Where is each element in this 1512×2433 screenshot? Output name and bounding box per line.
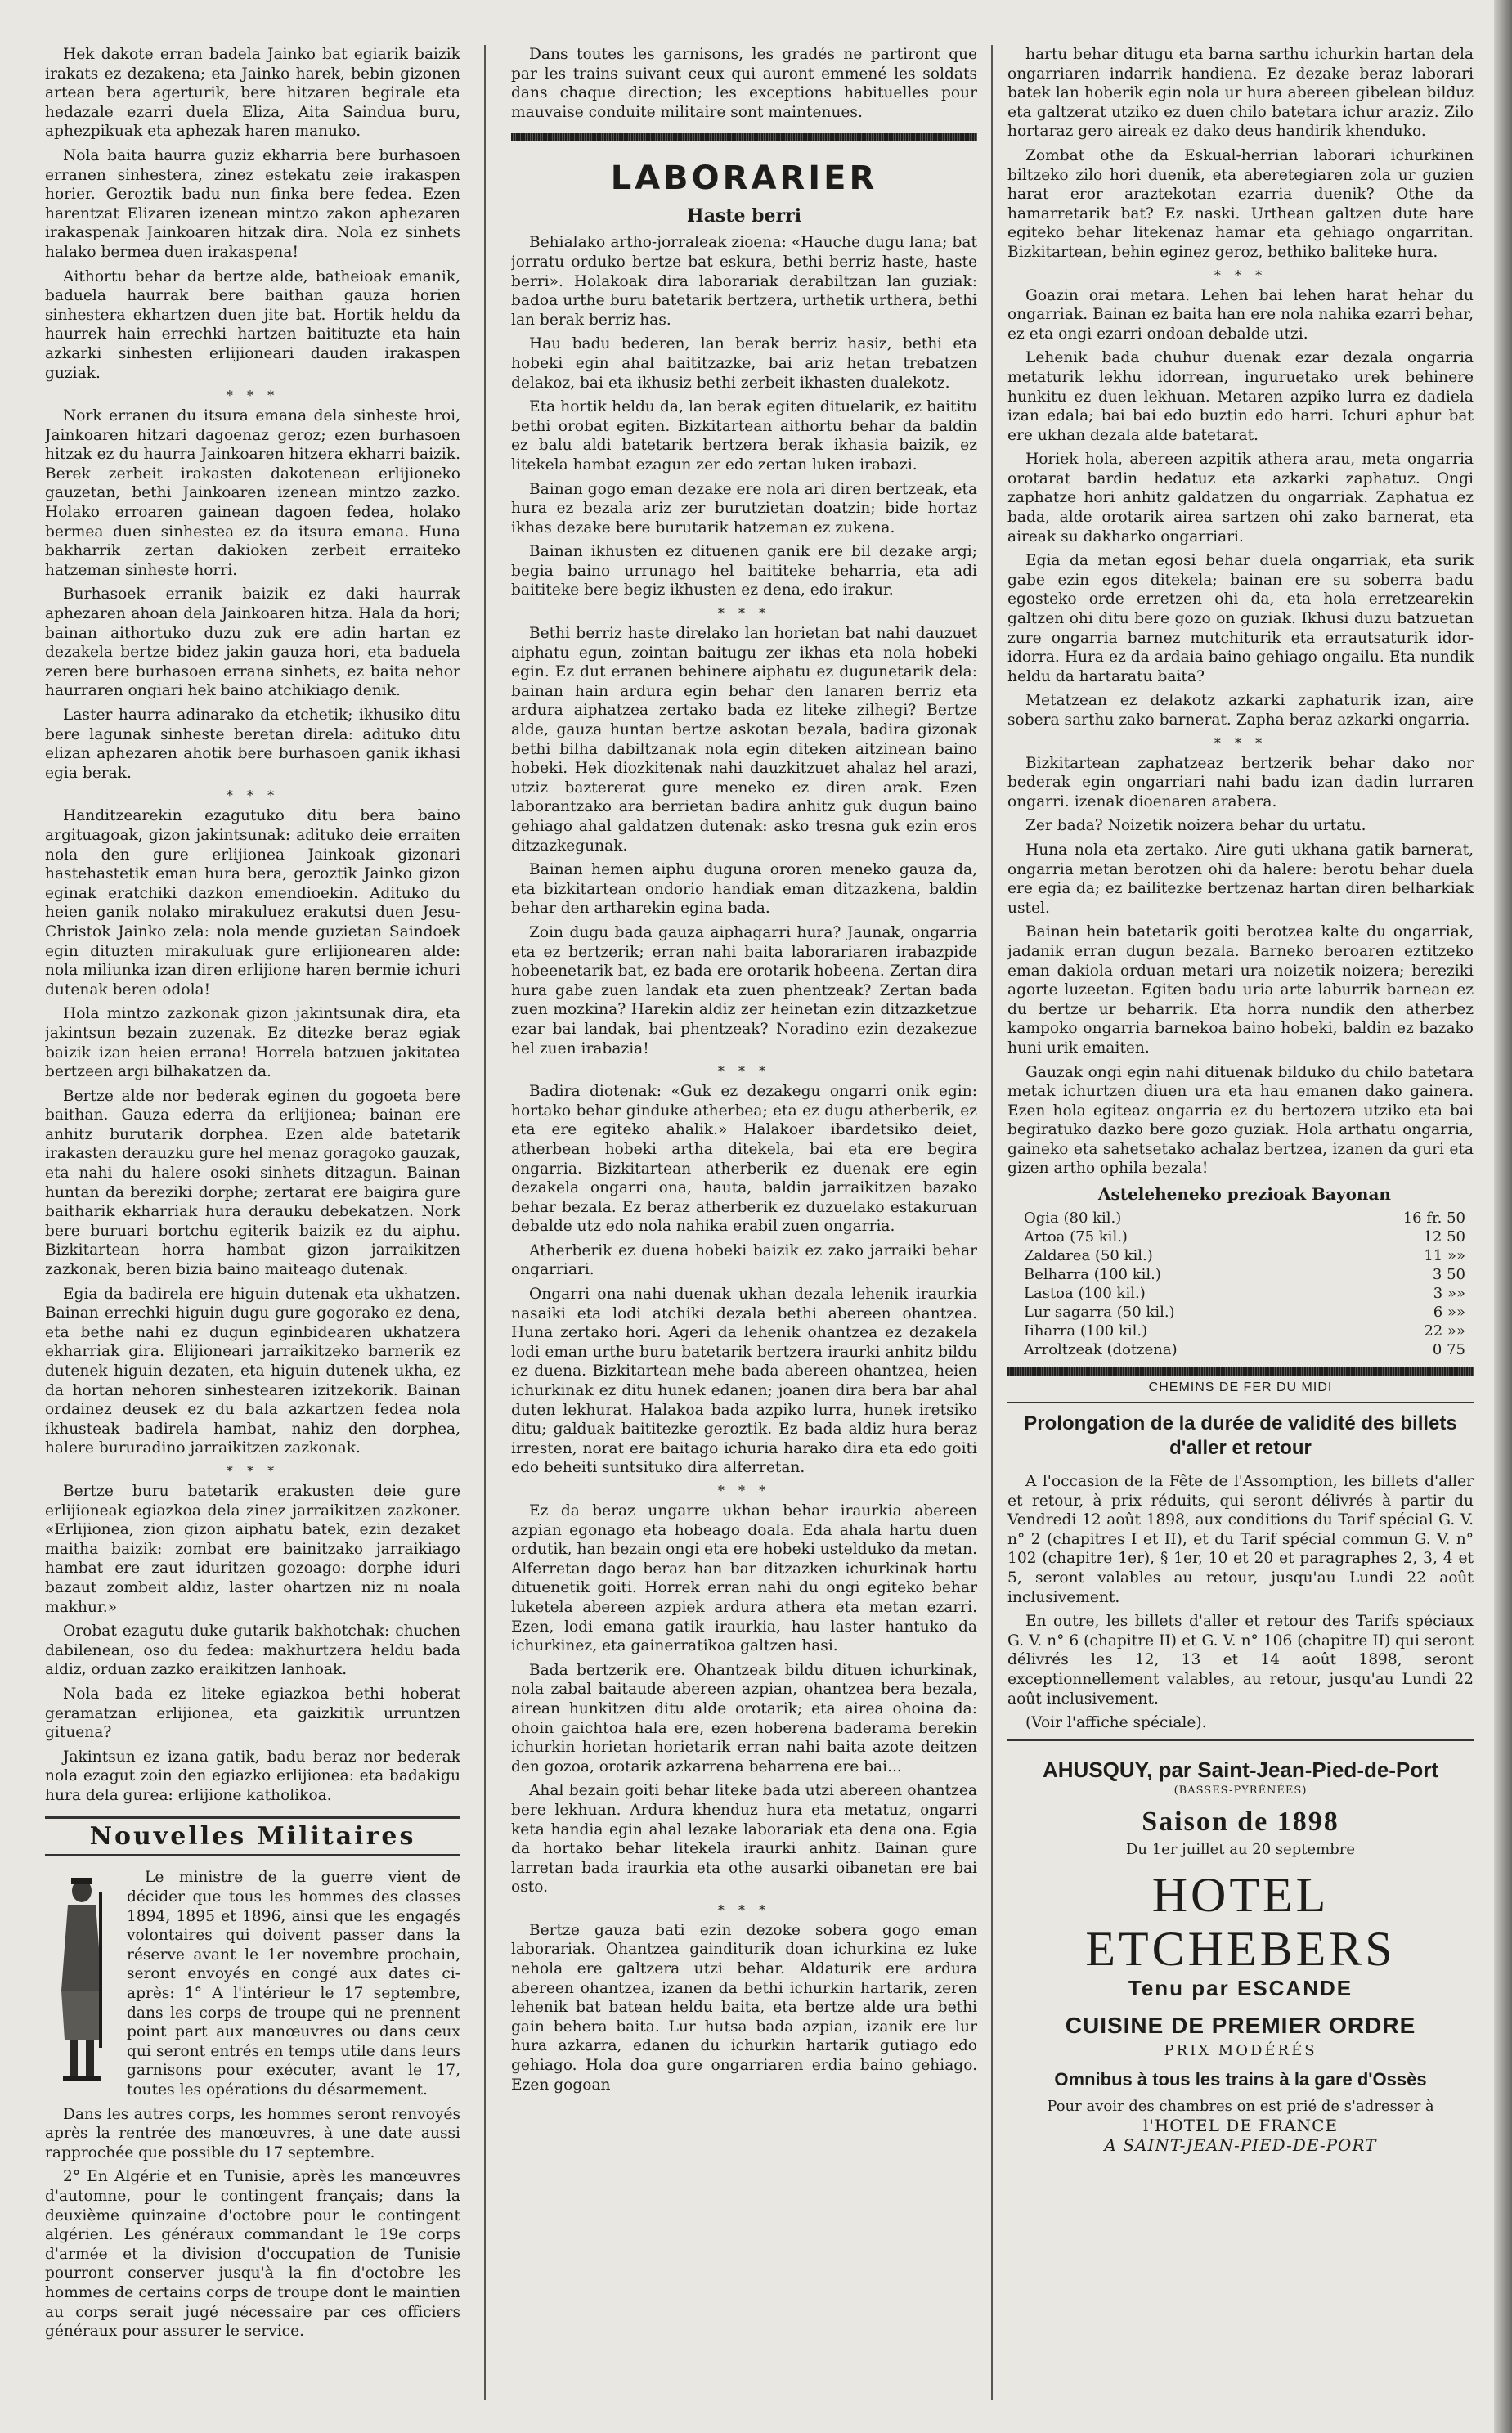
price-value: 0 75 — [1432, 1341, 1465, 1359]
paragraph: Zoin dugu bada gauza aiphagarri hura? Jaunak, ongarria eta ez bertzerik; erran nahi baita laborariaren irabazpide hobeenetarik bat, ez bada ere orotarik hobeena. Zertan dira hura gabe zuen landak eta zuen phentzeak? Zertan bada zuen mozkina? Harekin aldiz zer heinetan ezin ditzazketzue ezar bai landak, bai phentzeak? Noradino ezin dezakezue hel zuen irabazia! — [511, 923, 977, 1057]
divider — [1007, 1739, 1474, 1741]
price-row — [1024, 1228, 1465, 1246]
paragraph: En outre, les billets d'aller et retour des Tarifs spéciaux G. V. n° 6 (chapitre II) et G. V. n° 106 (chapitre II) qui seront délivrés les 12, 13 et 14 août 1898, seront exceptionnellement valables, au retour, jusqu'au Lundi 22 août inclusivement. — [1007, 1613, 1474, 1708]
paragraph: Bainan hemen aiphu duguna ororen meneko gauza da, eta bizkitartean ondorio handiak eman ditzazkena, baldin behar den artharekin egina bada. — [511, 861, 977, 918]
ad-department: (BASSES-PYRÉNÉES) — [1173, 1784, 1308, 1797]
paragraph: Zombat othe da Eskual-herrian laborari ichurkinen biltzeko zilo hori duenik, eta aberetegiaren zola ur guzien harat eror araztekotan ezarria duenik? Othe da hamarretarik bat? Ez naski. Urthean galtzen dute hare egiteko behar litekenaz hamar eta gehiago ongarritan. Bizkitartean, behin eginez geroz, bethiko baliteke hura. — [1007, 146, 1474, 261]
railway-title: Prolongation de la durée de validité des billets d'aller et retour — [1024, 1412, 1457, 1460]
paragraph: (Voir l'affiche spéciale). — [1025, 1714, 1207, 1732]
price-item: Zaldarea (50 kil.) — [1024, 1247, 1153, 1265]
ad-place: AHUSQUY, par Saint-Jean-Pied-de-Port — [1043, 1757, 1438, 1782]
price-value: 12 50 — [1423, 1228, 1465, 1246]
price-value: 3 »» — [1433, 1285, 1465, 1303]
paragraph: Horiek hola, abereen azpitik athera arau, meta ongarria orotarat bardin hedatuz eta azkarki zaphatuz. Ongi zaphatze hori anhitz galdatzen du ongarriak. Zaphatua ez bada, alde orotarik airea sartzen ohi zako barnerat, eta aireak su dakharko ongarriari. — [1007, 451, 1474, 545]
ad-omnibus: Omnibus à tous les trains à la gare d'Ossès — [1054, 2068, 1427, 2090]
ad-hotel-name: HOTEL ETCHEBERS — [1085, 1867, 1396, 1976]
paragraph: Egia da metan egosi behar duela ongarriak, eta surik gabe ezin egos ditekela; bainan ere su soberra badu egosteko orde erretzen ohi da, eta hola erretzearekin galtzen ohi ditu bere gozo on guziak. Ikhusi duzu batzuetan zure ongarria barnez mutchiturik eta errautsaturik idor-idorra. Hura ez da ardaia baino gehiago ongailu. Eta nundik heldu da hartaratu baita? — [1007, 552, 1474, 685]
paragraph: Goazin orai metara. Lehen bai lehen harat hehar du ongarriak. Bainan ez baita han ere nola nahika ezarri behar, ez eta ongi ezarri ondoan debalde utzi. — [1007, 286, 1474, 343]
ad-contact: Pour avoir des chambres on est prié de s'adresser à — [1047, 2097, 1434, 2115]
price-value: 11 »» — [1424, 1247, 1465, 1265]
paragraph: Hau badu bederen, lan berak berriz hasiz, bethi eta hobeki egin ahal baititzazke, bai ariz hetan trebatzen delakoz, bai eta ikhusiz bethi zerbeit ikhasten dualekotz. — [511, 335, 977, 392]
ad-dates: Du 1er juillet au 20 septembre — [1125, 1840, 1356, 1858]
price-row — [1024, 1265, 1465, 1284]
price-row — [1024, 1303, 1465, 1322]
price-list-title: Asteleheneko prezioak Bayonan — [1098, 1184, 1391, 1205]
section-rule — [511, 133, 977, 141]
paragraph: Dans les autres corps, les hommes seront renvoyés après la rentrée des manœuvres, à une date aussi rapprochée que possible du 17 septembre. — [45, 2105, 460, 2161]
paragraph: Bertze buru batetarik erakusten deie gure erlijioneak egiazkoa dela zinez jarraikitzen zazkoner. «Erlijionea, zion gizon aiphatu batek, ezin dezaket maitha baizik: zombat ere bainitzako jarraikiago hambat ere zaut iduritzen gozoago: dorphe iduri bazaut zombeit aldiz, laster ohartzen niz ni noala makhur.» — [45, 1482, 460, 1616]
price-item: Arroltzeak (dotzena) — [1024, 1341, 1178, 1359]
paragraph: Bizkitartean zaphatzeaz bertzerik behar dako nor bederak egin ongarriari nahi badu izan dadin lurraren ongarri. izenak dioenaren arabera. — [1007, 754, 1474, 810]
ad-proprietor: Tenu par ESCANDE — [1128, 1975, 1353, 2000]
article-religion — [45, 45, 460, 1805]
asterism-separator: * * * — [717, 1063, 771, 1080]
price-row — [1024, 1322, 1465, 1340]
asterism-separator: * * * — [226, 788, 280, 804]
paragraph: Ahal bezain goiti behar liteke bada utzi abereen ohantzea bere lekhuan. Ardura khenduz hura eta metatuz, ongarri keta handia egin ahal lezake laborariak eta dena ona. Egia da hortako behar litekela iraurki anhitz. Bainan gure larretan bada iraurkia eta othe ausarki oibanetan ere bai osto. — [511, 1782, 977, 1897]
paragraph: Orobat ezagutu duke gutarik bakhotchak: chuchen dabilenean, oso du fedea: makhurtzera heldu bada aldiz, orduan zazko eraikitzen lanhoak. — [45, 1623, 460, 1679]
price-value: 16 fr. 50 — [1402, 1210, 1465, 1228]
paragraph: Nork erranen du itsura emana dela sinheste hroi, Jainkoaren hitzari dagoenaz geroz; ezen burhasoen hitzak ez du haurra Jainkoaren hitzera ekharri baizik. Berek zerbeit irakasten dakotenean erlijioneko gauzetan, bethi Jainkoaren izenean mintzo zazko. Holako erroaren gainean dagoen fedea, holako bermea duen sinhestea ez da itsura emana. Huna bakharrik zertan dakioken zerbeit erraiteko hatzeman sinheste horri. — [45, 407, 460, 579]
paragraph: Hola mintzo zazkonak gizon jakintsunak dira, eta jakintsun bezain zuzenak. Ez ditezke beraz egiak baizik izan heien errana! Horrela batzuen jakitatea bertzeen argi bilhakatzen da. — [45, 1005, 460, 1081]
asterism-separator: * * * — [717, 1483, 771, 1498]
asterism-separator: * * * — [226, 1462, 280, 1479]
paragraph: Burhasoek erranik baizik ez daki haurrak aphezaren ahoan dela Jainkoaren hitza. Hala da hori; bainan aithortuko duzu zuk ere adin hartan ez dezakela bertze bidez jakin gauza hori, eta baduela zeren bere burhasoen errana sinhets, ez baita nehor haurraren ongiari hek baino atchikiago denik. — [45, 586, 460, 700]
article-nouvelles-militaires — [45, 1816, 460, 2341]
page-edge-shadow — [1494, 0, 1512, 2433]
paragraph: Egia da badirela ere higuin dutenak eta ukhatzen. Bainan errechki higuin dugu gure gogorako ez dena, eta bethe nahi ez dugun eginbidearen ukhatzera ekharriak gira. Elijioneari jarraikitzeko barnerik ez dutenek higuin dezaten, eta higuin dutenek ukha, ez da hortan nehoren sinhestearen izitzekorik. Bainan ordainez deusek ez du bala azkartzen fedea nola ikhusteak badirela hambat, nahiz den dorphea, halere bururadino jarraikitzen zazkonak. — [45, 1285, 460, 1457]
paragraph: hartu behar ditugu eta barna sarthu ichurkin hartan dela ongarriaren indarrik handiena. Ez dezake beraz laborari batek lan hoberik egin nola ur hura abereen gibelean bilduz eta galtzerat utziko ez duen chilo batetara ichur araziz. Zilo hortaraz gero aireak ez dako deus handirik khenduko. — [1007, 46, 1474, 141]
column-divider — [991, 45, 993, 2400]
price-value: 6 »» — [1433, 1304, 1465, 1322]
paragraph: Bainan hein batetarik goiti berotzea kalte du ongarriak, jadanik erran dugun bezala. Barneko beroaren eztitzeko eman dakiola orduan metari ura noizetik noizera; bereziki agorte luzeetan. Egiten badu uria arte laburrik barnean ez du bertze ur beharrik. Eta horra nundik den atherbez kampoko ongarria barnekoa baino hobeki, baldin ez bazako huni urik emaiten. — [1007, 923, 1474, 1057]
ad-address: A SAINT-JEAN-PIED-DE-PORT — [1104, 2134, 1377, 2155]
paragraph: Hek dakote erran badela Jainko bat egiarik baizik irakats ez dezakena; eta Jainko harek, bebin gizonen artean bera agerturik, bere hitzaren begirale eta hedazale ezarri duela Eliza, Aita Saindua buru, aphezpikuak eta aphezak haren manuko. — [45, 46, 460, 141]
asterism-separator: * * * — [226, 388, 280, 404]
asterism-separator: * * * — [717, 605, 771, 622]
paragraph: Jakintsun ez izana gatik, badu beraz nor bederak nola ezagut zoin den egiazko erlijionea: eta badakigu hura dela gurea: erlijione katholikoa. — [45, 1748, 460, 1804]
price-item: Lastoa (100 kil.) — [1024, 1285, 1146, 1303]
paragraph: Bainan ikhusten ez dituenen ganik ere bil dezake argi; begia baino urrunago hel baititeke beharria, eta adi baititeke bere begiz ikhusten ez dena, edo irakur. — [511, 543, 977, 599]
price-row — [1024, 1340, 1465, 1359]
asterism-separator: * * * — [1214, 734, 1267, 751]
paragraph: Bertze gauza bati ezin dezoke sobera gogo eman laborariak. Ohantzea gainditurik doan ichurkina ez luke nehola ere galtzera utzi behar. Aldaturik ere ardura abereen ohantzea, izanen da bethi ichurkin hartarik, zeren lehenik bat batean heldu baita, eta bertze alde ura bethi gain behera baita. Lur hutsa bada azpian, izanik ere lur hura azkarra, edanen du ichurkin hartarik gutiago edo gehiago. Hola doa gure ongarriaren erdia baino gehiago. Ezen gogoan — [511, 1921, 977, 2094]
paragraph: Handitzearekin ezagutuko ditu bera baino argituagoak, gizon jakintsunak: adituko deie erraiten nola den gure erlijionea Jainkoak gizonari hastehastetik eman hura bera, geroztik Jainko gizon eginak eratchiki dazkon emendioekin. Adituko du heien ganik nolako mirakuluez erakutsi duen Jesu-Christok Jainko zela: nola mende guzietan Saindoek egin dituzten mirakuluak gure erlijionearen alde: nola miliunka izan diren erlijione haren bermie ichuri dutenak beren odola! — [45, 807, 460, 999]
paragraph: Zer bada? Noizetik noizera behar du urtatu. — [1025, 817, 1366, 835]
price-item: Ogia (80 kil.) — [1024, 1210, 1122, 1228]
ad-prices: PRIX MODÉRÉS — [1164, 2041, 1317, 2059]
paragraph: Huna nola eta zertako. Aire guti ukhana gatik barnerat, ongarria metan berotzen ohi da halere: berotu behar duela ere egia da; ez bailitezke bertzenaz hartan diren belharkiak ustel. — [1007, 841, 1474, 917]
railway-notice — [1007, 1380, 1474, 1461]
price-item: Artoa (75 kil.) — [1024, 1228, 1128, 1246]
article-subtitle: Haste berri — [686, 205, 802, 227]
ad-contact-hotel: l'HOTEL DE FRANCE — [1142, 2115, 1339, 2135]
paragraph: Ez da beraz ungarre ukhan behar iraurkia abereen azpian egonago eta hobeago doala. Eda ahala hartu duen ordutik, han bezain ongi eta ere hobeki ustelduko da metan. Alferretan dago beraz han bar ditzazken ichurkinak hartu dituenetik goiti. Horrek erran nahi du ongi egiteko behar luketela abereen azpiek ardura athera eta metan ezarri. Ezen, lodi emana gatik iraurkia, hau laster hantuko da ichurkinez, eta gainerratikoa galtzen hasi. — [511, 1502, 977, 1655]
paragraph: Dans toutes les garnisons, les gradés ne partiront que par les trains suivant ceux qui auront emmené les soldats dans chaque direction; les exceptions habituelles pour mauvaise conduite militaire sont maintenues. — [511, 46, 977, 121]
price-value: 3 50 — [1432, 1266, 1465, 1284]
price-item: Belharra (100 kil.) — [1024, 1266, 1161, 1284]
ad-cuisine: CUISINE DE PREMIER ORDRE — [1065, 2012, 1416, 2038]
column-2 — [511, 45, 977, 2400]
paragraph: Bertze alde nor bederak eginen du gogoeta bere baithan. Gauza ederra da erlijionea; bainan ere anhitz burutarik dorphea. Ezen alde batetarik irakasten derauzku gure hel menaz goragoko gauzak, eta nahi du halere osoki sinhets ditzagun. Bainan huntan da bereziki dorphe; zertarat ere baigira gure baitharik ekharriak hura derauku debekatzen. Nork bere buruari bortchu egiterik baizik ez du aiphu. Bizkitartean horra hambat gizon jarraikitzen zazkonak, beren bizia baino maiteago dutenak. — [45, 1087, 460, 1279]
column-3 — [1007, 45, 1474, 2400]
paragraph: 2° En Algérie et en Tunisie, après les manœuvres d'automne, pour le contingent français; dans la deuxième quinzaine d'octobre pour le contingent algérien. Les généraux commandant le 19e corps d'armée et la division d'occupation de Tunisie pourront conserver jusqu'à la fin d'octobre les hommes de certains corps de troupe dont le maintien au corps serait jugé nécessaire par ces officiers généraux pour assurer le service. — [45, 2168, 460, 2341]
price-item: Lur sagarra (50 kil.) — [1024, 1304, 1175, 1322]
paragraph: A l'occasion de la Fête de l'Assomption, les billets d'aller et retour, à prix réduits, qui seront délivrés à partir du Vendredi 12 août 1898, aux conditions du Tarif spécial G. V. n° 2 (chapitres I et II), et du Tarif spécial commun G. V. n° 102 (chapitre 1er), § 1er, 10 et 20 et paragraphes 2, 3, 4 et 5, seront valables au retour, jusqu'au Lundi 22 août inclusivement. — [1007, 1473, 1474, 1606]
price-value: 22 »» — [1424, 1322, 1465, 1340]
paragraph: Badira diotenak: «Guk ez dezakegu ongarri onik egin: hortako behar ginduke atherbea; eta ez dugu atherberik, ez eta ere egiteko ahalik.» Halakoer ibardetsiko deiet, atherbean hobeki artha ditekela, bai eta ere begira ongarria. Bizkitartean atherberik ez duenak ere egin dezakela ongarri ona, hauta, baldin jarraikitzen bazako behar bezala. Ez beraz atherberik ez duzuelako estakuruan debalde utz edo nola nahika erabil zuen ongarria. — [511, 1083, 977, 1236]
paragraph: Nola bada ez liteke egiazkoa bethi hoberat geramatzan erlijionea, eta gaizkitik urruntzen gituena? — [45, 1685, 460, 1742]
paragraph: Gauzak ongi egin nahi dituenak bilduko du chilo batetara metak ichurtzen diuen ura eta hau emanen dako gainera. Ezen hola egiteaz ongarria ez du bertozera utziko eta bai begiratuko dazko bere gozo guziak. Hola arthatu ongarria, gaineko eta sahetsetako achalaz bertzea, izanen da guri eta gizen artho ophila bezala! — [1007, 1063, 1474, 1178]
section-title: LABORARIER — [610, 159, 878, 198]
soldier-illustration — [45, 1868, 119, 2089]
price-row — [1024, 1209, 1465, 1228]
paragraph: Laster haurra adinarako da etchetik; ikhusiko ditu bere lagunak sinheste beretan direla: adituko ditu elizan aphezaren ahotik bere burhasoen ganik ikhasi egia berak. — [45, 707, 460, 782]
paragraph: Eta hortik heldu da, lan berak egiten dituelarik, ez baititu bethi orobat egiten. Bizkitartean aithortu behar da baldin ez balu aldi batetarik bertzera berak ikhasia baizik, ez litekela hambat ezagun zer edo zertan luken irabazi. — [511, 398, 977, 474]
price-list — [1024, 1185, 1465, 1359]
railway-header: CHEMINS DE FER DU MIDI — [1148, 1380, 1333, 1395]
price-item: Iiharra (100 kil.) — [1024, 1322, 1148, 1340]
paragraph: Le ministre de la guerre vient de décider que tous les hommes des classes 1894, 1895 et 1896, ainsi que les engagés volontaires qui doivent passer dans la réserve avant le 1er novembre prochain, seront envoyés en congé aux dates ci-après: 1° A l'intérieur le 17 septembre, dans les corps de troupe qui ne prennent point part aux manœuvres ou dans ceux qui seront entrés en temps utile dans leurs garnisons pour exécuter, avant le 17, toutes les opérations du désarmement. — [127, 1869, 460, 2099]
soldier-icon — [45, 1868, 119, 2089]
price-row — [1024, 1284, 1465, 1303]
paragraph: Metatzean ez delakotz azkarki zaphaturik izan, aire sobera sarthu zako barnerat. Zapha beraz azkarki ongarria. — [1007, 692, 1474, 729]
asterism-separator: * * * — [717, 1901, 771, 1918]
paragraph: Nola baita haurra guziz ekharria bere burhasoen erranen sinhestera, zinez estekatu zeie irakaspen horier. Geroztik badu nun finka bere fedea. Ezen harentzat Elizaren izenean mintzo zakon aphezaren irakaspenak Jainkoaren hitzak dira. Nola ez sinhets halako bermea duen irakaspena! — [45, 146, 460, 261]
column-divider — [484, 45, 486, 2400]
ad-season: Saison de 1898 — [1142, 1806, 1339, 1837]
section-rule — [1007, 1367, 1474, 1376]
paragraph: Bada bertzerik ere. Ohantzeak bildu dituen ichurkinak, nola zabal baitaude abereen azpian, ohantzea bera bezala, airean hunkitzen ditu alde orotarik; eta airea ohoina da: ohoin gaichtoa hala ere, ezen hoberena baderama berekin ichurkin horietan horietarik erran nahi baita azote deitzen den gozoa, orotarik azkarrena beharrena ere bai... — [511, 1661, 977, 1775]
divider — [1007, 1402, 1474, 1403]
paragraph: Behialako artho-jorraleak zioena: «Hauche dugu lana; bat jorratu orduko bertze bat eskura, bethi berriz haste, haste berri». Holakoak dira laborariak derabiltzan lan guziak: badoa urthe buru batetarik bertzera, urthetik urthera, bethi lan berak berriz has. — [511, 234, 977, 329]
asterism-separator: * * * — [1214, 267, 1267, 283]
column-1 — [45, 45, 460, 2400]
section-title: Nouvelles Militaires — [45, 1816, 460, 1856]
paragraph: Atherberik ez duena hobeki baizik ez zako jarraiki behar ongarriari. — [511, 1241, 977, 1279]
paragraph: Aithortu behar da bertze alde, batheioak emanik, baduela haurrak bere baithan gauza horien sinhestera ekhartzen duen jite bat. Hortik heldu da haurrek hain errechki hartzen baitituzte eta hain azkarki sinhesten erlijioneari dauden irakaspen guziak. — [45, 267, 460, 382]
paragraph: Bethi berriz haste direlako lan horietan bat nahi dauzuet aiphatu egun, zointan baitugu zer ikhas eta nola hobeki egin. Ez dut erranen behinere aiphatu ez dugunetarik dela: bainan hain ardura egin behar den lanaren berriz eta ardura aiphatzea zertako bada ez liteke zilhegi? Bertze alde, gauza huntan bertze askotan bezala, badira gizonak bethi bilha dabiltzanak nola egin diteken aitzinean baino hobeki. Hek diozkitenak nahi dauzkitzuet ahalaz hel arazi, utziz baztererat gure meneko ez diren arak. Ezen laborantzako ara berrietan badira anhitz guk dugun baino gehiago ahal galdatzen dutenak: asko tresna guk ezin eros ditzazkegunak. — [511, 625, 977, 855]
paragraph: Lehenik bada chuhur duenak ezar dezala ongarria metaturik lekhu idorrean, inguruetako urek behinere hunkitu ez duen lekhuan. Metaren azpiko lurra ez dadiela izan edala; bai bai edo buztin edo harri. Ichuri aphur bat ere ukhan dezala alde batetarat. — [1007, 349, 1474, 444]
paragraph: Bainan gogo eman dezake ere nola ari diren bertzeak, eta hura ez bezala ariz zer burutzietan doatzin; bide hortaz ikhas dezake bere burutarik hatzeman ez zukena. — [511, 480, 977, 536]
hotel-advertisement — [1007, 1757, 1474, 2155]
paragraph: Ongarri ona nahi duenak ukhan dezala lehenik iraurkia nasaiki eta lodi atchiki dezala bethi abereen ohantzea. Huna zertako hori. Ageri da lehenik ohantzea ez dezakela lodi eman urthe buru batetarik bertzera iraurki anhitz bildu ez duena. Bizkitartean mehe bada abereen ohantzea, heien ichurkinak ez ditu hunek edanen; joanen dira bera bar ahal duten lekhurat. Halakoa bada azpiko lurra, hunek iretsiko ditu; galduak baititezke geroztik. Ez bada aldiz hura beraz irresten, norat ere baitago ichuria harako dira eta edo goiti edo beheiti suntsituko dira alferretan. — [511, 1286, 977, 1477]
price-row — [1024, 1246, 1465, 1265]
